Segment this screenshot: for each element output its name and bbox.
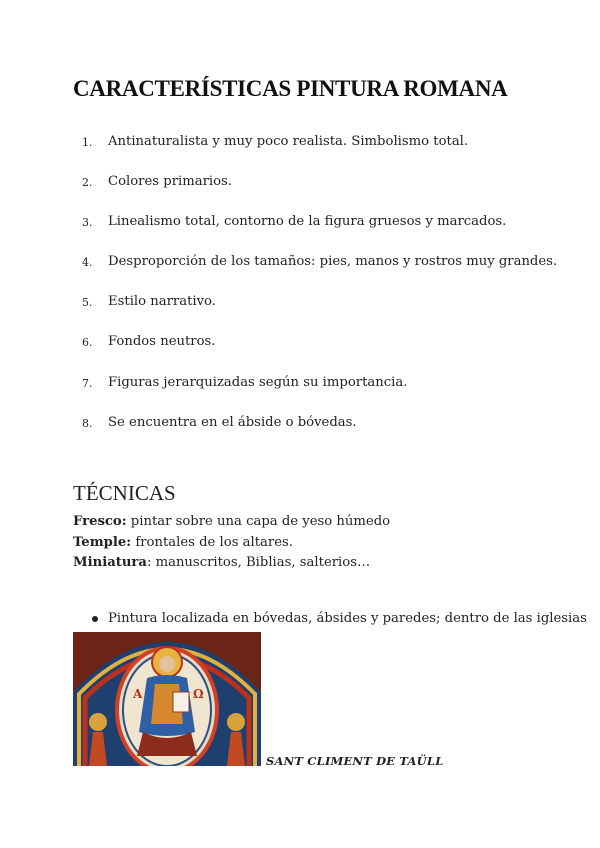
list-number: 4. bbox=[82, 256, 93, 270]
technique-term: Fresco: bbox=[73, 514, 127, 529]
list-text: Estilo narrativo. bbox=[108, 294, 216, 310]
list-text: Linealismo total, contorno de la figura gruesos y marcados. bbox=[108, 214, 507, 230]
technique-item bbox=[73, 553, 390, 574]
list-number: 7. bbox=[82, 376, 93, 390]
technique-term: Temple: bbox=[73, 534, 132, 550]
techniques-heading: TÉCNICAS bbox=[73, 481, 176, 505]
technique-term: Miniatura bbox=[73, 555, 147, 570]
list-text: Desproporción de los tamaños: pies, manos y rostros muy grandes. bbox=[108, 254, 558, 270]
list-item bbox=[82, 134, 582, 174]
list-item bbox=[82, 334, 582, 374]
technique-desc: : manuscritos, Biblias, salterios… bbox=[146, 555, 371, 570]
technique-item bbox=[73, 533, 390, 554]
svg-text:A: A bbox=[133, 687, 143, 701]
bullet-item bbox=[92, 611, 587, 626]
svg-text:Ω: Ω bbox=[193, 687, 204, 701]
page-title: CARACTERÍSTICAS PINTURA ROMANA bbox=[73, 76, 508, 101]
list-item bbox=[82, 375, 582, 415]
list-item bbox=[82, 174, 582, 214]
list-item bbox=[82, 294, 582, 334]
list-text: Se encuentra en el ábside o bóvedas. bbox=[108, 414, 357, 430]
features-list bbox=[82, 134, 582, 455]
list-text: Antinaturalista y muy poco realista. Simbolismo total. bbox=[108, 134, 469, 149]
fresco-illustration bbox=[73, 632, 261, 766]
list-item bbox=[82, 415, 582, 455]
list-number: 2. bbox=[82, 176, 93, 190]
list-number: 3. bbox=[82, 216, 93, 230]
list-number: 5. bbox=[82, 296, 93, 310]
fresco-image bbox=[73, 632, 261, 766]
list-number: 8. bbox=[82, 416, 93, 430]
list-text: Figuras jerarquizadas según su importancia. bbox=[108, 374, 408, 390]
list-text: Fondos neutros. bbox=[108, 334, 216, 350]
list-number: 6. bbox=[82, 336, 93, 350]
list-item bbox=[82, 214, 582, 254]
techniques-list bbox=[73, 512, 390, 574]
list-item bbox=[82, 254, 582, 294]
bullet-text: Pintura localizada en bóvedas, ábsides y paredes; dentro de las iglesias bbox=[108, 611, 587, 626]
technique-desc: frontales de los altares. bbox=[131, 534, 293, 550]
technique-desc: pintar sobre una capa de yeso húmedo bbox=[126, 514, 391, 529]
list-number: 1. bbox=[82, 136, 93, 149]
bullet-dot-icon bbox=[92, 616, 98, 622]
technique-item bbox=[73, 512, 390, 533]
list-text: Colores primarios. bbox=[108, 174, 233, 190]
image-caption: SANT CLIMENT DE TAÜLL bbox=[266, 754, 444, 768]
